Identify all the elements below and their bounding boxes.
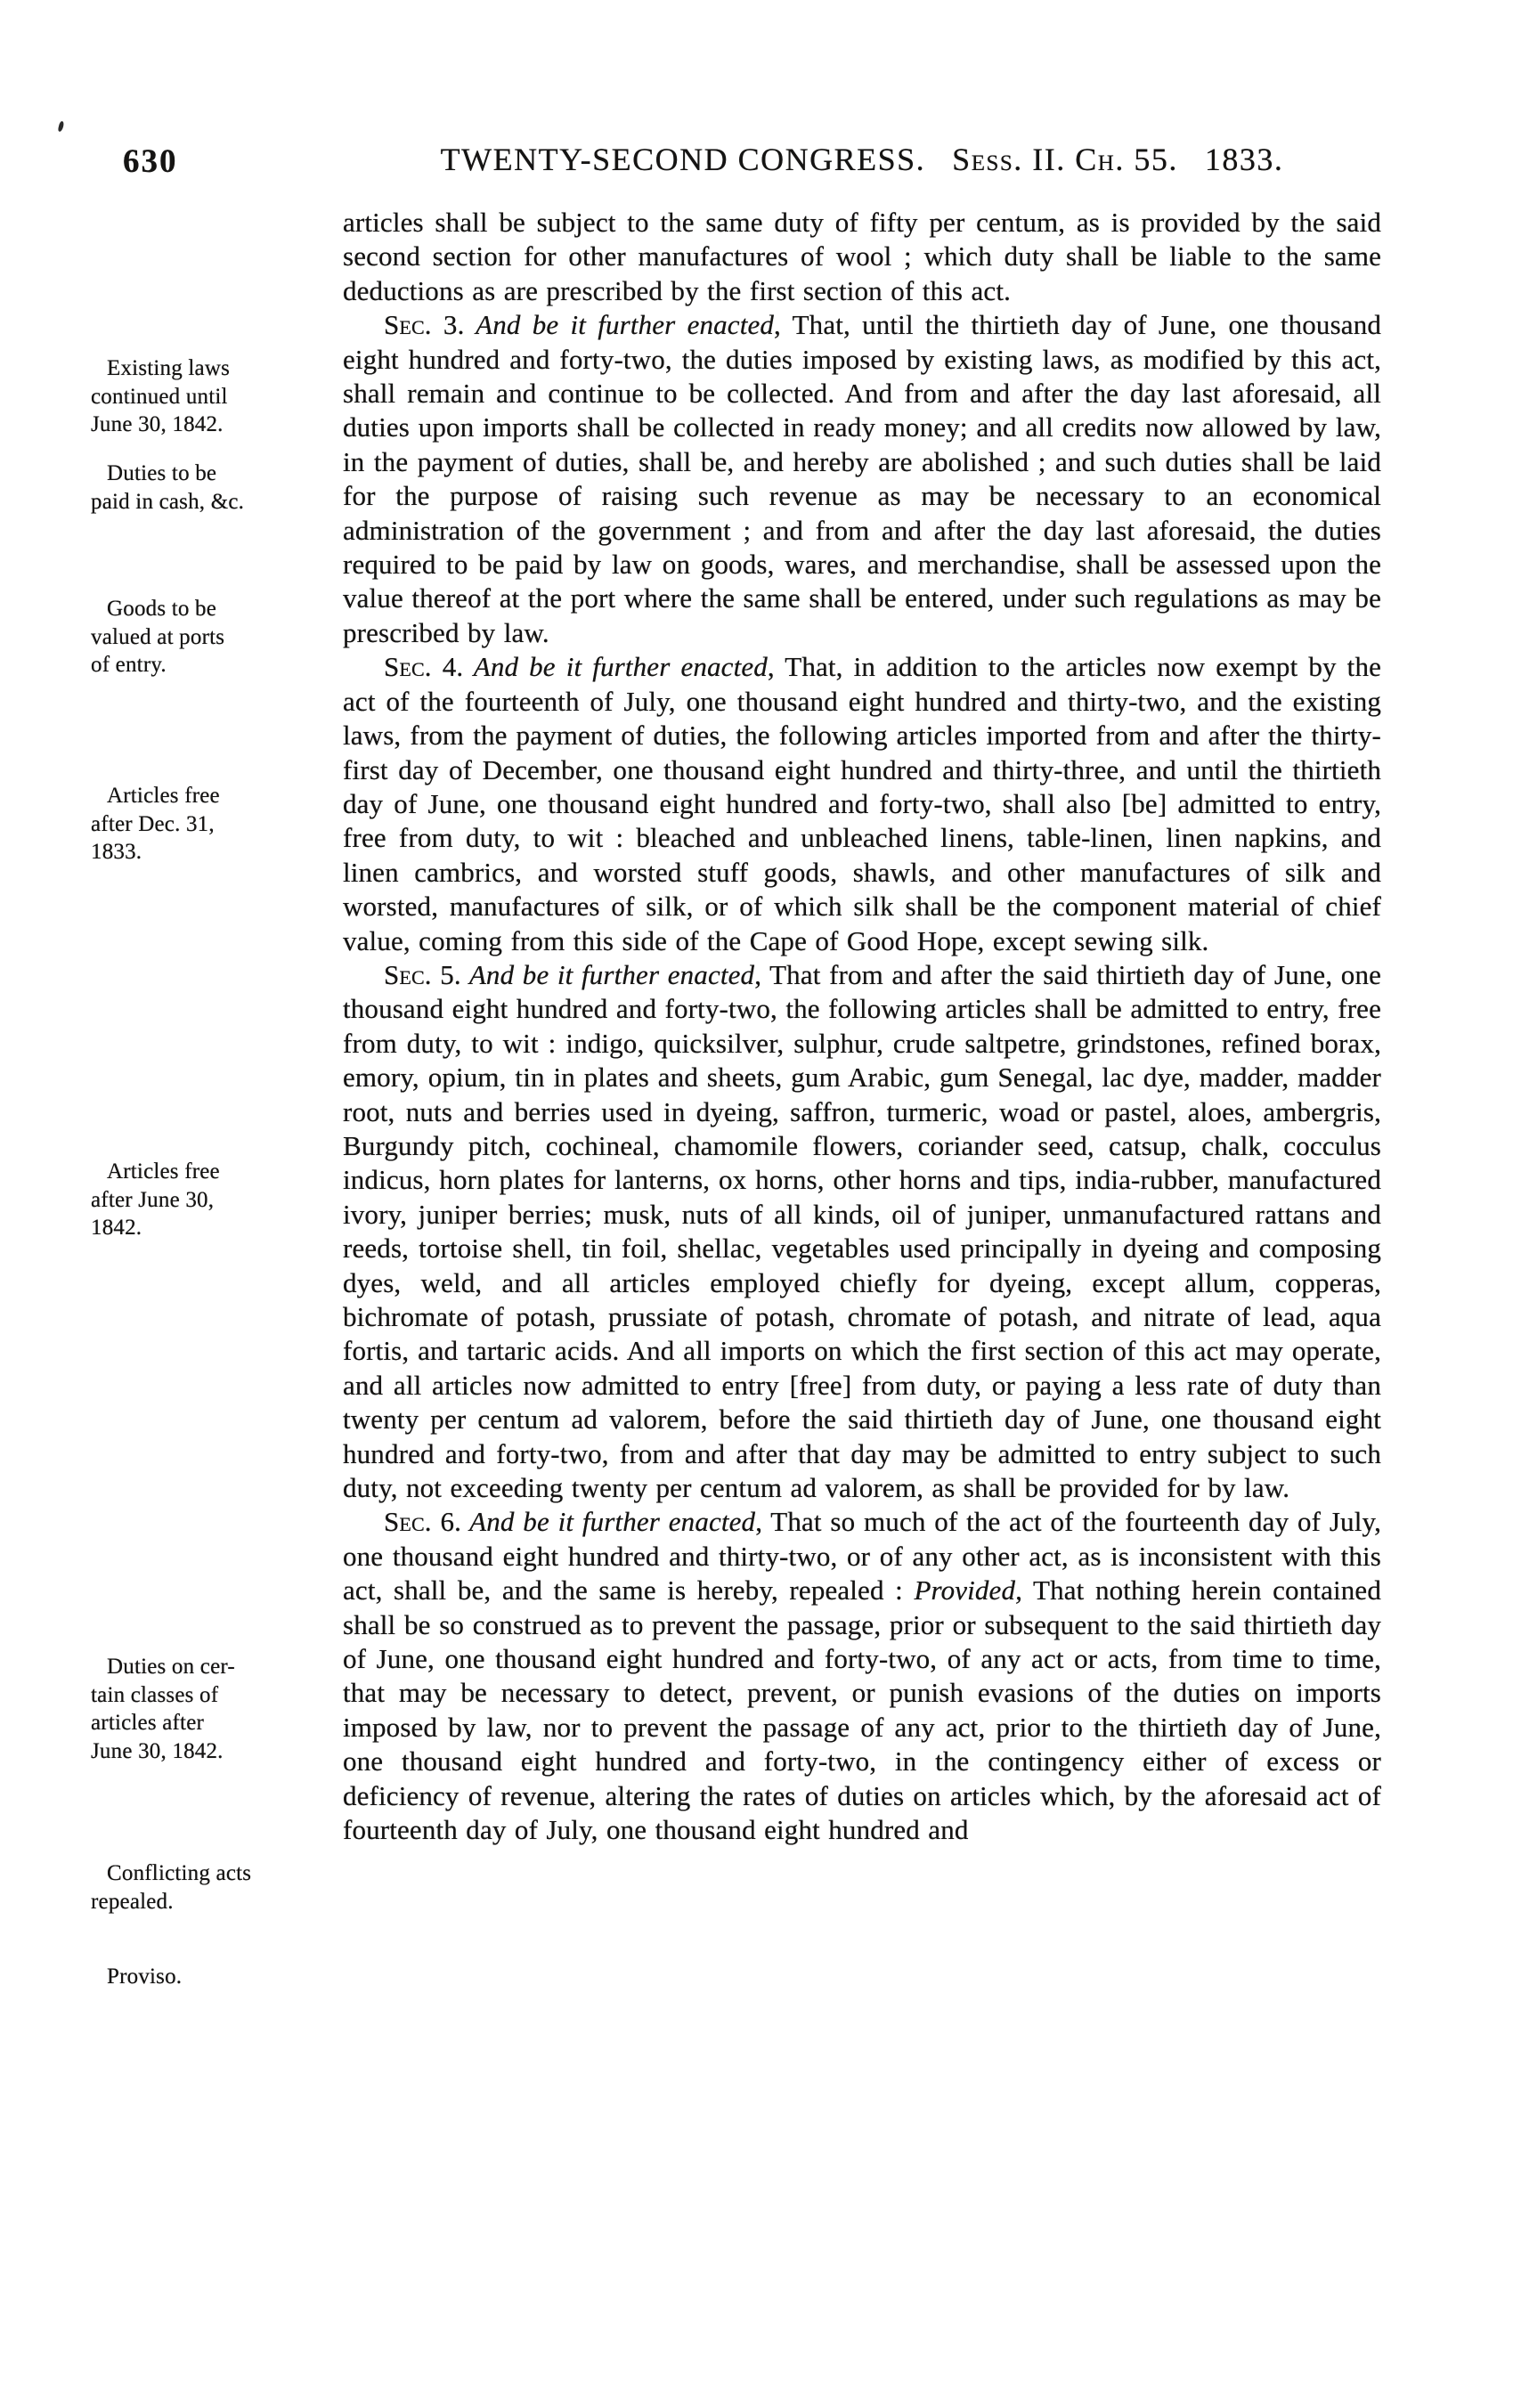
paragraph-text: articles shall be subject to the same duty of fifty per centum, as is provided by the said second section for other manufactures of wool ; which duty shall be liable to the same deductions as are prescribed by the first section of this act. — [343, 207, 1381, 306]
margin-note-line: of entry. — [91, 653, 167, 677]
paragraph-text: , That, until the thirtieth day of June, one thousand eight hundred and forty-two, the duties imposed by existing laws, as modified by this act, shall remain and continue to be collected. And from and after the day last aforesaid, all duties upon imports shall be collected in ready money; and all credits now allowed by law, in the payment of duties, shall be, and hereby are abolished ; and such duties shall be laid for the purpose of raising such revenue as may be necessary to an economical administration of the government ; and from and after the day last aforesaid, the duties required to be paid by law on goods, wares, and merchandise, shall be assessed upon the value thereof at the port where the same shall be entered, under such regulations as may be prescribed by law. — [343, 309, 1382, 648]
statute-text — [343, 206, 1381, 1848]
margin-note-goods-valued — [91, 595, 289, 679]
enacting-clause: And be it further enacted — [464, 309, 775, 341]
margin-note-articles-free-1842 — [91, 1158, 289, 1242]
margin-note-line: 1842. — [91, 1216, 142, 1240]
margin-note-line: June 30, 1842. — [91, 1738, 224, 1763]
margin-note-line: Duties on cer- — [107, 1655, 235, 1679]
section-3-paragraph — [343, 308, 1381, 650]
margin-note-line: 1833. — [91, 840, 142, 864]
margin-note-line: after June 30, — [91, 1187, 215, 1212]
margin-note-line: repealed. — [91, 1889, 174, 1914]
paragraph-text: That nothing herein contained shall be so construed as to prevent the passage, prior or subsequent to the said thirtieth day of June, one thousand eight hundred and forty-two, of any act or acts, from time to time, that may be necessary to detect, prevent, or punish evasions of the duties on imports imposed by law, nor to prevent the passage of any act, prior to the thirtieth day of June, one thousand eight hundred and forty-two, in the contingency either of excess or deficiency of revenue, altering the rates of duties on articles which, by the aforesaid act of fourteenth day of July, one thousand eight hundred and — [343, 1574, 1381, 1846]
page-header-title — [343, 141, 1381, 178]
margin-note-line: tain classes of — [91, 1682, 219, 1707]
scan-artifact — [58, 121, 65, 133]
running-head — [0, 141, 1513, 185]
header-year: 1833. — [1204, 142, 1284, 177]
margin-note-line: paid in cash, &c. — [91, 489, 245, 514]
margin-note-line: Duties to be — [107, 461, 217, 485]
margin-note-line: Existing laws — [107, 356, 231, 380]
paragraph-text: , That so much of the act of the fourteenth day of July, one thousand eight hundred and thirty-two, or of any other act, as is inconsistent with this act, shall be, and the same is hereby, repealed : — [343, 1506, 1381, 1607]
paragraph-text: , That, in addition to the articles now exempt by the act of the fourteenth of July, one thousand eight hundred and thirty-two, and the existing laws, from the payment of duties, the following articles imported from and after the thirty-first day of December, one thousand eight hundred and thirty-three, and until the thirtieth day of June, one thousand eight hundred and forty-two, shall also [be] admitted to entry, free from duty, to wit : bleached and unbleached linens, table-linen, linen napkins, and linen cambrics, and worsted stuff goods, shawls, and other manufactures of silk and worsted, manufactures of silk, or of which silk shall be the component material of chief value, coming from this side of the Cape of Good Hope, except sewing silk. — [343, 651, 1382, 956]
paragraph-text: , That from and after the said thirtieth day of June, one thousand eight hundred and forty-two, the following articles shall be admitted to entry, free from duty, to wit : indigo, quicksilver, sulphur, crude saltpetre, grindstones, refined borax, emory, opium, tin in plates and sheets, gum Arabic, gum Senegal, lac dye, madder, madder root, nuts and berries used in dyeing, saffron, turmeric, woad or pastel, aloes, ambergris, Burgundy pitch, cochineal, chamomile flowers, coriander seed, catsup, chalk, cocculus indicus, horn plates for lanterns, ox horns, other horns and tips, india-rubber, manufactured ivory, juniper berries; musk, nuts of all kinds, oil of juniper, unmanufactured rattans and reeds, tortoise shell, tin foil, shellac, vegetables used principally in dyeing and composing dyes, weld, and all articles employed chiefly for dyeing, except allum, copperas, bichromate of potash, prussiate of potash, chromate of potash, and nitrate of lead, aqua fortis, and tartaric acids. And all imports on which the first section of this act may operate, and all articles now admitted to entry [free] from duty, or paying a less rate of duty than twenty per centum ad valorem, before the said thirtieth day of June, one thousand eight hundred and forty-two, from and after that day may be admitted to entry subject to such duty, not exceeding twenty per centum ad valorem, as shall be provided for by law. — [343, 958, 1382, 1504]
proviso-label: Provided, — [914, 1574, 1023, 1607]
margin-note-articles-free-1833 — [91, 782, 289, 866]
section-5-paragraph — [343, 958, 1381, 1506]
margin-note-duties-certain-classes — [91, 1653, 289, 1765]
enacting-clause: And be it further enacted — [461, 1506, 756, 1538]
paragraph-wool-continuation — [343, 206, 1381, 308]
section-4-paragraph — [343, 650, 1381, 958]
margin-note-line: articles after — [91, 1711, 205, 1735]
margin-note-existing-laws — [91, 354, 289, 439]
page-number: 630 — [123, 143, 178, 180]
margin-note-line: valued at ports — [91, 624, 225, 649]
section-label: Sec. 6. — [384, 1506, 461, 1538]
margin-note-line: Articles free — [107, 1159, 220, 1184]
margin-note-line: continued until — [91, 384, 228, 409]
margin-note-duties-cash — [91, 460, 289, 516]
section-label: Sec. 3. — [384, 309, 465, 341]
margin-note-line: Articles free — [107, 784, 220, 808]
margin-note-line: Proviso. — [107, 1965, 183, 1989]
enacting-clause: And be it further enacted — [463, 651, 768, 683]
margin-note-proviso — [91, 1963, 289, 1991]
section-label: Sec. 5. — [384, 958, 461, 990]
margin-note-line: Goods to be — [107, 597, 217, 621]
margin-note-line: Conflicting acts — [107, 1861, 252, 1885]
margin-note-conflicting-acts — [91, 1859, 289, 1916]
enacting-clause: And be it further enacted — [460, 958, 755, 990]
header-session-chapter: Sess. II. Ch. 55. — [952, 142, 1178, 177]
margin-note-line: after Dec. 31, — [91, 811, 215, 836]
section-6-paragraph — [343, 1505, 1381, 1847]
margin-note-line: June 30, 1842. — [91, 412, 224, 436]
section-label: Sec. 4. — [384, 651, 464, 683]
header-congress: TWENTY-SECOND CONGRESS. — [440, 142, 926, 177]
